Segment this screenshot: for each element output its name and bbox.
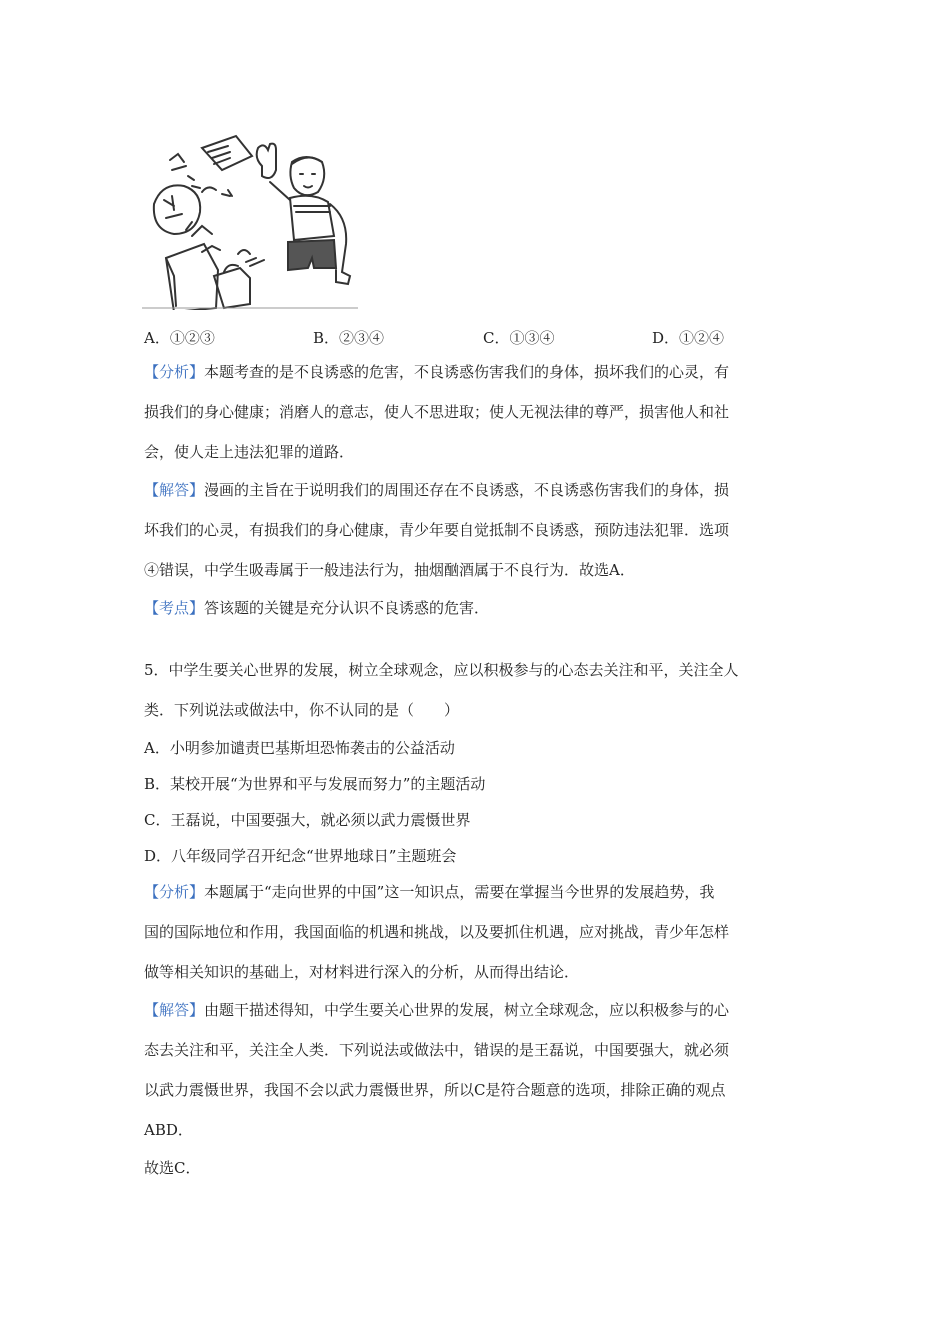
q4-analysis-line-2: 损我们的身心健康；消磨人的意志，使人不思进取；使人无视法律的尊严，损害他人和社 <box>144 403 730 421</box>
q4-answer-tag: 【解答】 <box>144 481 205 499</box>
q4-option-c: C．①③④ <box>483 329 555 347</box>
q5-analysis-line-1: 【分析】本题属于“走向世界的中国”这一知识点，需要在掌握当今世界的发展趋势，我 <box>144 883 715 901</box>
q5-answer-line-3: 以武力震慑世界，我国不会以武力震慑世界，所以C是符合题意的选项，排除正确的观点 <box>144 1081 726 1099</box>
q5-option-a: A．小明参加谴责巴基斯坦恐怖袭击的公益活动 <box>144 739 455 757</box>
q5-answer-line-2: 态去关注和平，关注全人类．下列说法或做法中，错误的是王磊说，中国要强大，就必须 <box>144 1041 730 1059</box>
q5-option-b: B．某校开展“为世界和平与发展而努力”的主题活动 <box>144 775 486 793</box>
q4-point-tag: 【考点】 <box>144 599 205 617</box>
q5-answer-line-4: ABD． <box>144 1121 193 1139</box>
q5-answer-line-1: 【解答】由题干描述得知，中学生要关心世界的发展，树立全球观念，应以积极参与的心 <box>144 1001 730 1019</box>
cartoon-illustration <box>142 126 358 310</box>
q4-answer-line-2: 坏我们的心灵，有损我们的身心健康，青少年要自觉抵制不良诱惑，预防违法犯罪．选项 <box>144 521 730 539</box>
q4-option-a: A．①②③ <box>144 329 215 347</box>
q5-analysis-tag: 【分析】 <box>144 883 205 901</box>
q4-answer-line-1: 【解答】漫画的主旨在于说明我们的周围还存在不良诱惑，不良诱惑伤害我们的身体，损 <box>144 481 730 499</box>
q5-analysis-line-3: 做等相关知识的基础上，对材料进行深入的分析，从而得出结论． <box>144 963 580 981</box>
q5-analysis-line-2: 国的国际地位和作用，我国面临的机遇和挑战，以及要抓住机遇，应对挑战，青少年怎样 <box>144 923 730 941</box>
q4-option-b: B．②③④ <box>313 329 385 347</box>
q4-option-d: D．①②④ <box>652 329 725 347</box>
q5-option-c: C．王磊说，中国要强大，就必须以武力震慑世界 <box>144 811 471 829</box>
q5-stem-line-1: 5．中学生要关心世界的发展，树立全球观念，应以积极参与的心态去关注和平，关注全人 <box>144 661 739 679</box>
q5-option-d: D．八年级同学召开纪念“世界地球日”主题班会 <box>144 847 457 865</box>
q4-analysis-tag: 【分析】 <box>144 363 205 381</box>
q5-answer-line-5: 故选C． <box>144 1159 201 1177</box>
q5-stem-line-2: 类．下列说法或做法中，你不认同的是（ ） <box>144 701 460 719</box>
q4-analysis-line-3: 会，使人走上违法犯罪的道路． <box>144 443 355 461</box>
q5-answer-tag: 【解答】 <box>144 1001 205 1019</box>
q4-analysis-line-1: 【分析】本题考查的是不良诱惑的危害，不良诱惑伤害我们的身体，损坏我们的心灵，有 <box>144 363 730 381</box>
q4-point-line: 【考点】答该题的关键是充分认识不良诱惑的危害． <box>144 599 490 617</box>
q4-answer-line-3: ④错误，中学生吸毒属于一般违法行为，抽烟酗酒属于不良行为．故选A． <box>144 561 635 579</box>
